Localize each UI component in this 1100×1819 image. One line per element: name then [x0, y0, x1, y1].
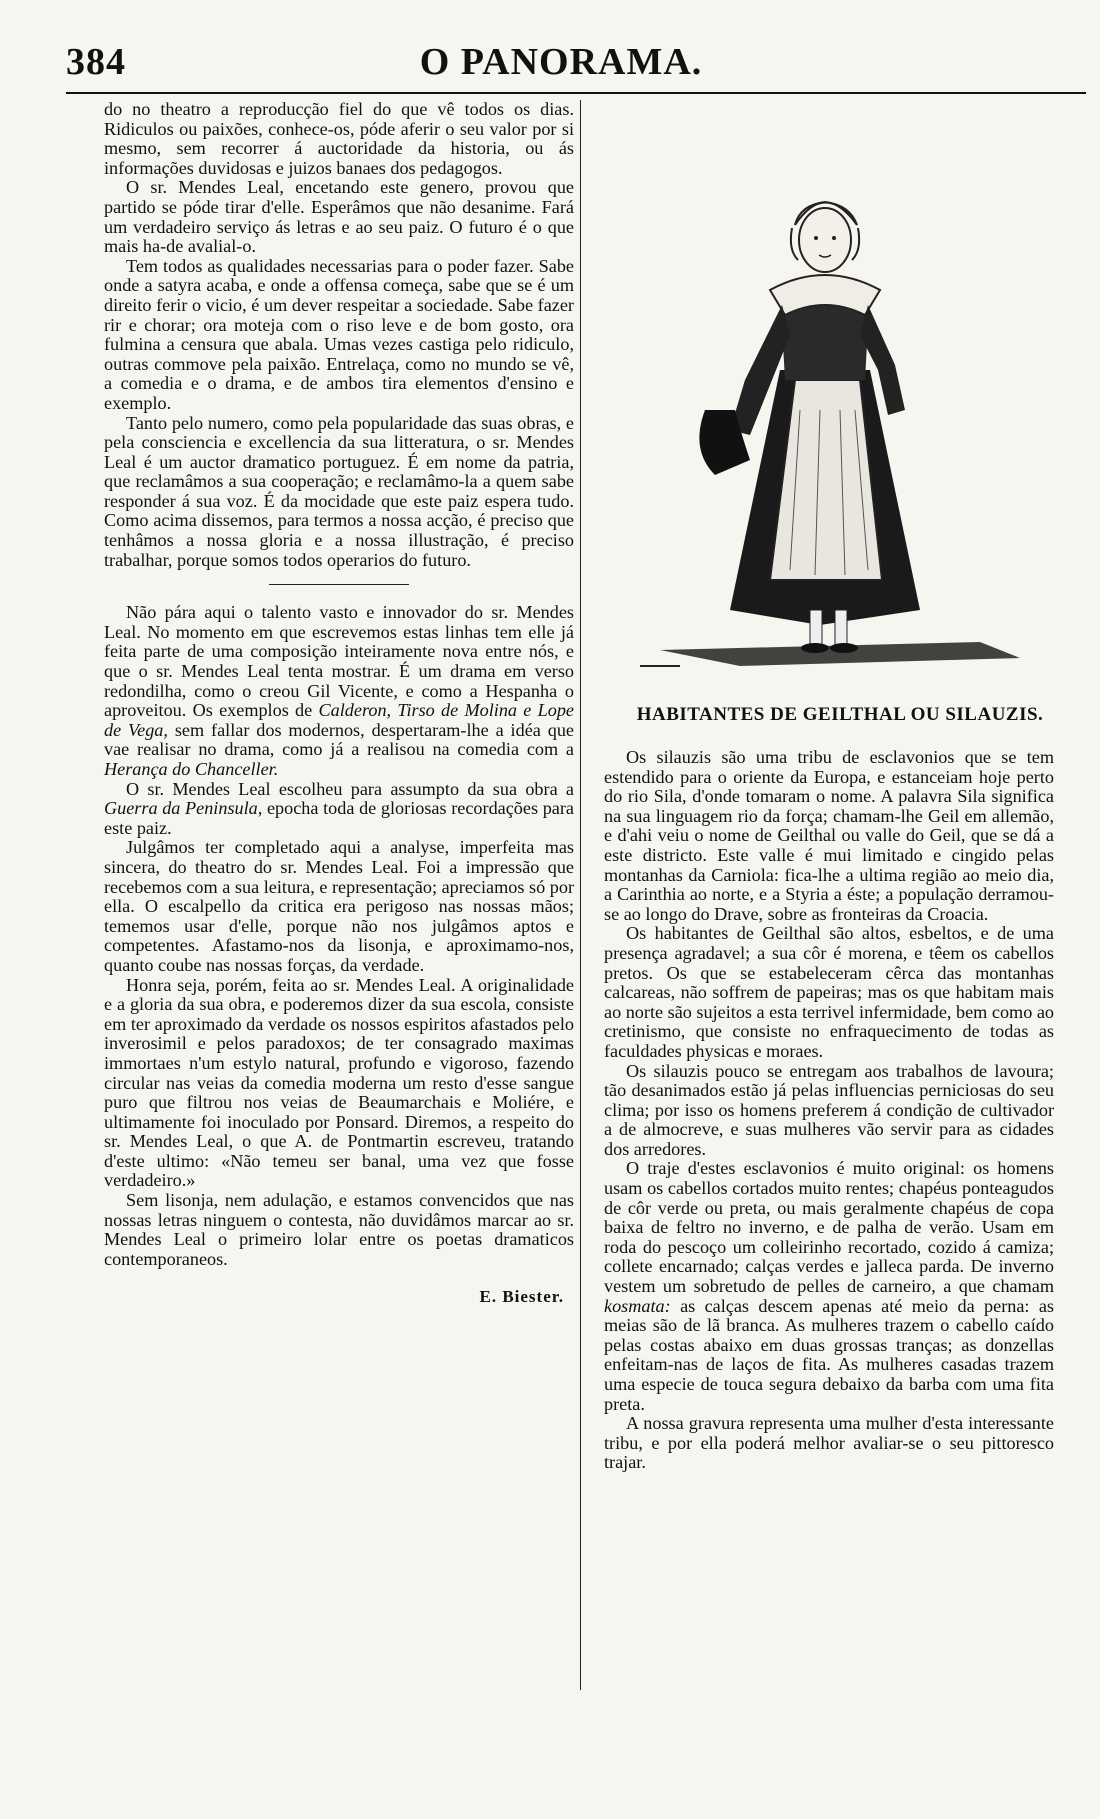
- article-paragraph: [104, 603, 574, 779]
- paragraph-text: as calças descem apenas até meio da perna: as meias são de lã branca. As mulheres trazem o cabello caído pelas costas abaixo em duas grossas tranças; as donzellas enfeitam-nas de laços de fita. As mulheres casadas trazem uma especie de touca segura debaixo da barba com uma fita preta.: [604, 1295, 1054, 1414]
- page-number: 384: [66, 41, 126, 83]
- paragraph-text: O traje d'estes esclavonios é muito original: os homens usam os cabellos cortados muito rentes; chapéus ponteagudos de côr verde ou preta, ou mais geralmente chapéus de copa baixa de feltro no inverno, e de palha de verão. Usam em roda do pescoço um colleirinho recortado, cozido á camiza; collete encarnado; calças verdes e jalleca parda. De inverno vestem um sobretudo de pelles de carneiro, a que chamam: [604, 1158, 1054, 1297]
- article-paragraph: A nossa gravura representa uma mulher d'esta interessante tribu, e por ella poderá melhor avaliar-se o seu pittoresco trajar.: [604, 1413, 1054, 1473]
- article-paragraph: Honra seja, porém, feita ao sr. Mendes Leal. A originalidade e a gloria da sua obra, e poderemos dizer da sua escola, consiste em ter aproximado da verdade os nossos espiritos afastados pelo inverosimil e pelos paradoxos; de ter consagrado maximas immortaes n'um estylo natural, profundo e vigoroso, fazendo circular nas veias da comedia moderna um resto d'esse sangue puro que filtrou nos veias de Beaumarchais e Moliére, e ultimamente foi inoculado por Ponsard. Diremos, a respeito do sr. Mendes Leal, o que A. de Pontmartin escreveu, tratando d'este ultimo: «Não temeu ser banal, uma vez que fosse verdadeiro.»: [104, 974, 574, 1191]
- header-rule: [66, 92, 1086, 94]
- article-paragraph: [104, 780, 574, 839]
- article-paragraph: Os habitantes de Geilthal são altos, esbeltos, e de uma presença agradavel; a sua côr é morena, e têem os cabellos pretos. Os que se estabeleceram cêrca das montanhas calcareas, não soffrem de papeiras; mas os que habitam mais ao norte são sujeitos a esta terrivel infermidade, bem como ao cretinismo, que consiste no enfraquecimento de todas as faculdades physicas e moraes.: [604, 923, 1054, 1061]
- article-paragraph: Os silauzis são uma tribu de esclavonios que se tem estendido para o oriente da Europa, e estanceiam hoje perto do rio Sila, d'onde tomaram o nome. A palavra Sila significa na sua linguagem rio da força; chamam-lhe Geil em allemão, e d'ahi veiu o nome de Geilthal ou valle do Geil, que se dá a este districto. Este valle é mui limitado e cingido pelas montanhas da Carniola: fica-lhe a ultima região ao meio dia, a Carinthia ao norte, e a Styria a éste; a população derramou-se ao longo do Drave, sobre as fronteiras da Croacia.: [604, 747, 1054, 924]
- article-paragraph: Sem lisonja, nem adulação, e estamos convencidos que nas nossas letras ninguem o contesta, não duvidâmos marcar ao sr. Mendes Leal o primeiro lolar entre os poetas dramaticos contemporaneos.: [104, 1190, 574, 1269]
- article-paragraph: do no theatro a reproducção fiel do que vê todos os dias. Ridiculos ou paixões, conhece-os, póde aferir o seu valor por si mesmo, sem recorrer á auctoridade da historia, ou ás informações duvidosas e juizos banaes dos pedagogos.: [104, 99, 574, 178]
- article-paragraph: [604, 1159, 1054, 1414]
- paragraph-text: sem fallar dos modernos, despertaram-lhe a idéa que vae realisar no drama, como já a realisou na comedia com a: [104, 719, 574, 760]
- article-paragraph: Tem todos as qualidades necessarias para o poder fazer. Sabe onde a satyra acaba, e onde a offensa começa, sabe que se é um direito ferir o vicio, é um dever respeitar a sociedade. Sabe fazer rir e chorar; ora moteja com o riso leve e de bom gosto, ora fulmina a censura que abala. Umas vezes castiga pelo ridiculo, outras commove pela paixão. Entrelaça, como no mundo se vê, a comedia e o drama, e de ambos tira elementos d'ensino e exemplo.: [104, 255, 574, 413]
- italic-text: Herança do Chanceller.: [104, 759, 279, 779]
- illustration-caption: HABITANTES DE GEILTHAL OU SILAUZIS.: [636, 704, 1044, 725]
- column-divider: [580, 100, 581, 1690]
- left-column: [104, 100, 574, 1307]
- italic-text: Guerra da Peninsula,: [104, 798, 263, 819]
- journal-title: O PANORAMA.: [419, 41, 703, 83]
- article-paragraph: Os silauzis pouco se entregam aos trabalhos de lavoura; tão desanimados estão já pelas influencias perniciosas do seu clima; por isso os homens preferem á condição de cultivador a de almocreve, e suas mulheres vão servir para as cidades dos arredores.: [604, 1060, 1054, 1159]
- article-paragraph: Tanto pelo numero, como pela popularidade das suas obras, e pela consciencia e excellencia da sua litteratura, o sr. Mendes Leal é um auctor dramatico portuguez. É em nome da patria, que reclamâmos a sua cooperação; e reclamâmo-la a quem sabe responder á sua voz. É da mocidade que este paiz espera tudo. Como acima dissemos, para termos a nossa acção, é preciso que tenhâmos a nossa gloria e a nossa illustração, é preciso trabalhar, porque somos todos operarios do futuro.: [104, 412, 574, 570]
- section-rule: [269, 584, 409, 585]
- italic-text: Calderon, Tirso de Molina e Lope de Vega,: [104, 700, 574, 740]
- italic-text: kosmata:: [604, 1295, 671, 1316]
- woman-engraving-illustration: [620, 110, 1040, 680]
- author-signature: E. Biester.: [479, 1287, 564, 1307]
- article-paragraph: O sr. Mendes Leal, encetando este genero, provou que partido se póde tirar d'elle. Esperâmos que não desanime. Fará um verdadeiro serviço ás letras e ao seu paiz. O futuro é o que mais ha-de avalial-o.: [104, 177, 574, 257]
- article-paragraph: Julgâmos ter completado aqui a analyse, imperfeita mas sincera, do theatro do sr. Mendes Leal. Foi a impressão que recebemos com a sua leitura, e representação; apreciamos só por ella. O escalpello da critica era perigoso nas nossas mãos; tememos usar d'elle, porque não nos julgâmos aptos e competentes. Afastamo-nos da lisonja, e aproximamo-nos, quanto coube nas nossas forças, da verdade.: [104, 837, 574, 975]
- page-header: [66, 40, 1056, 90]
- paragraph-text: Não pára aqui o talento vasto e innovador do sr. Mendes Leal. No momento em que escrevemos estas linhas tem elle já feita parte de uma composição inteiramente nova entre nós, e que o sr. Mendes Leal tenta mostrar. É um drama em verso redondilha, como o creou Gil Vicente, e como a Hespanha o aproveitou. Os exemplos de: [104, 602, 574, 721]
- paragraph-text: O sr. Mendes Leal escolheu para assumpto da sua obra a: [126, 778, 574, 799]
- paragraph-text: epocha toda de gloriosas recordações para este paiz.: [104, 798, 574, 838]
- right-column: [604, 748, 1054, 1473]
